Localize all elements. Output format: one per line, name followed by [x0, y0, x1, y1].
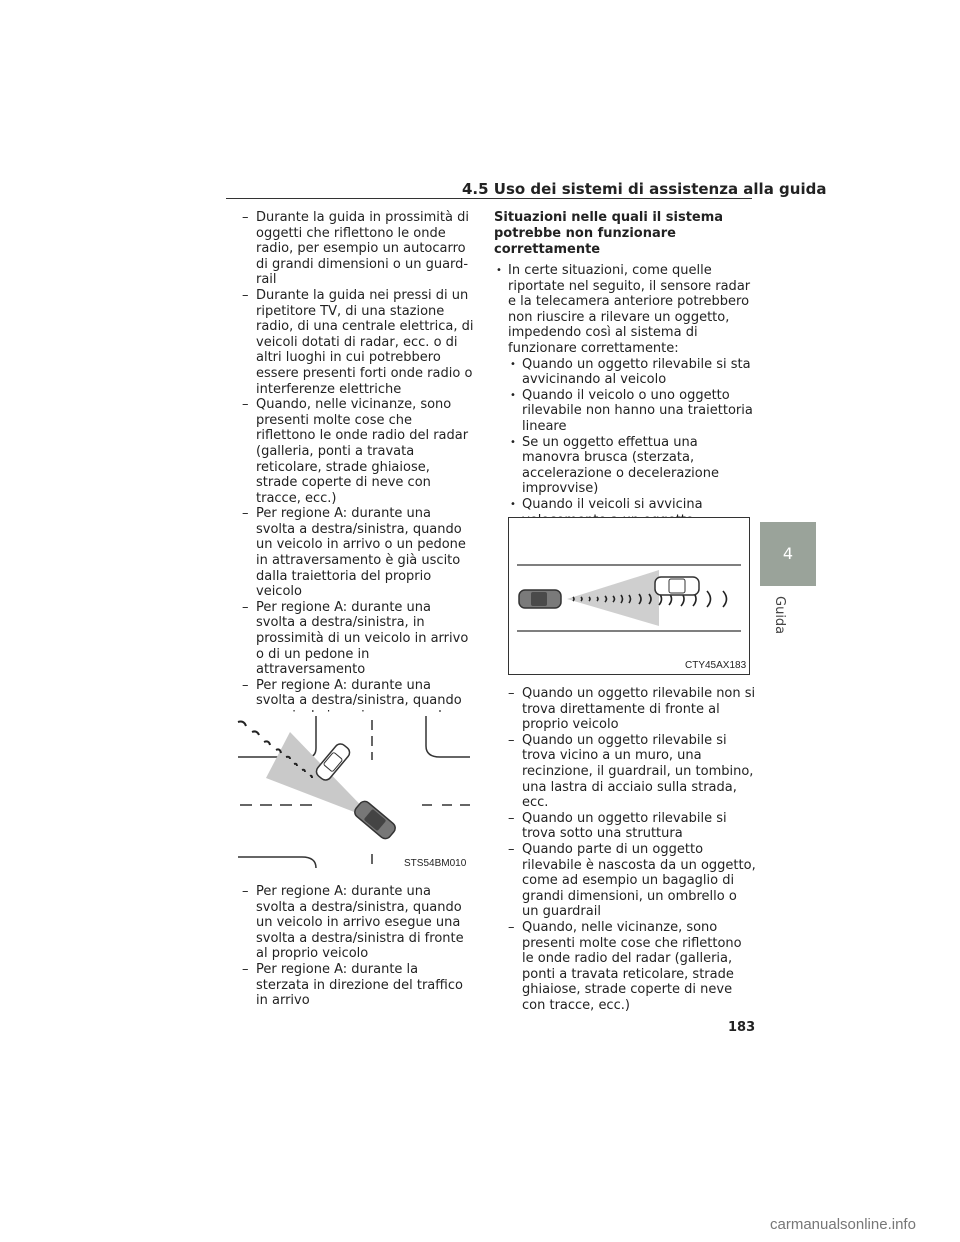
list-item: – Quando un oggetto rilevabile si trova sotto una struttura	[508, 811, 756, 842]
list-item: • Quando il veicoli si avvicina	[508, 497, 756, 544]
left-list	[242, 210, 474, 771]
right-column	[494, 210, 756, 544]
list-item: – Per regione A: durante la sterzata in direzione del traffico in arrivo	[242, 962, 474, 1009]
list-item: • Se un oggetto effettua una manovra brusca (sterzata, accelerazione o decelerazione improvvise)	[508, 435, 756, 497]
tracking-illustration	[509, 518, 749, 674]
list-item: – Durante la guida in prossimità di oggetti che riflettono le onde radio, per esempio un autocarro di grandi dimensioni o un guard-rail	[242, 210, 474, 288]
left-column	[242, 210, 474, 771]
list-item: – Quando, nelle vicinanze, sono presenti molte cose che riflettono le onde radio del radar (galleria, ponti a travata reticolare, strade ghiaiose, strade coperte di neve con tracce, ecc.)	[508, 920, 756, 1014]
list-item: – Quando parte di un oggetto rilevabile è nascosta da un oggetto, come ad esempio un bagaglio di grandi dimensioni, un ombrello o un guardrail	[508, 842, 756, 920]
left-list-continued	[242, 884, 474, 1009]
right-column-continued	[508, 686, 756, 1013]
bullet-list	[494, 263, 756, 544]
list-item	[494, 263, 756, 544]
right-list-continued	[508, 686, 756, 1013]
section-heading: Situazioni nelle quali il sistema potrebbe non funzionare correttamente	[494, 210, 724, 257]
figure-label: STS54BM010	[404, 858, 467, 869]
list-item: • Quando il veicolo o uno oggetto rilevabile non hanno una traiettoria lineare	[508, 388, 756, 435]
list-item: – Per regione A: durante una svolta a destra/sinistra, quando un veicolo in arrivo esegue una svolta a destra/sinistra di fronte al proprio veicolo	[242, 884, 474, 962]
chapter-label: Guida	[772, 596, 787, 635]
header-rule	[226, 198, 752, 199]
list-item: • Quando un oggetto rilevabile si sta avvicinando al veicolo	[508, 357, 756, 388]
sub-list	[508, 357, 756, 544]
intersection-figure	[230, 712, 474, 872]
chapter-number: 4	[782, 544, 794, 563]
left-column-continued	[242, 884, 474, 1009]
intersection-illustration	[230, 712, 474, 872]
list-item: – Quando un oggetto rilevabile non si trova direttamente di fronte al proprio veicolo	[508, 686, 756, 733]
bullet-text: In certe situazioni, come quelle riportate nel seguito, il sensore radar e la telecamera anteriore potrebbero non riuscire a rilevare un oggetto, impedendo così al sistema di funzionare correttamente:	[508, 263, 751, 356]
list-item: – Per regione A: durante una svolta a destra/sinistra, quando un veicolo in arrivo o un pedone in attraversamento è già uscito dalla traiettoria del proprio veicolo	[242, 506, 474, 600]
watermark: carmanualsonline.info	[770, 1216, 916, 1233]
list-item: – Quando un oggetto rilevabile si trova vicino a un muro, una recinzione, il guardrail, un tombino, una lastra di acciaio sulla strada, ecc.	[508, 733, 756, 811]
list-item: – Per regione A: durante una svolta a destra/sinistra, in prossimità di un veicolo in arrivo o di un pedone in attraversamento	[242, 600, 474, 678]
list-item: – Durante la guida nei pressi di un ripetitore TV, di una stazione radio, di una centrale elettrica, di veicoli dotati di radar, ecc. o di altri luoghi in cui potrebbero essere presenti forti onde radio o interferenze elettriche	[242, 288, 474, 397]
list-item: – Quando, nelle vicinanze, sono presenti molte cose che riflettono le onde radio del radar (galleria, ponti a travata reticolare, strade ghiaiose, strade coperte di neve con tracce, ecc.)	[242, 397, 474, 506]
page-header: 4.5 Uso dei sistemi di assistenza alla guida	[462, 180, 827, 198]
tracking-figure	[508, 517, 750, 675]
page-number: 183	[728, 1020, 756, 1035]
figure-label: CTY45AX183	[685, 660, 747, 671]
list-item: – Per regione A: durante una svolta a destra/sinistra, quando	[242, 678, 474, 772]
